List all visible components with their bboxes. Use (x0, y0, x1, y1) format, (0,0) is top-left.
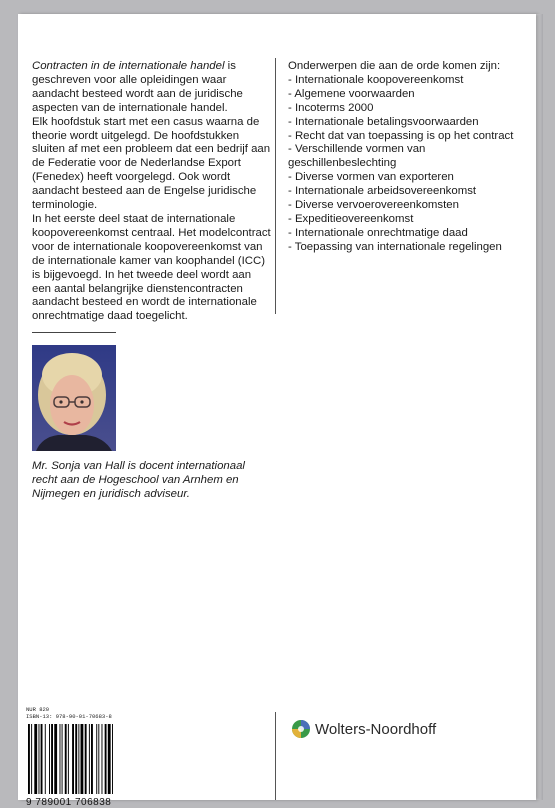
author-photo (32, 345, 116, 451)
book-back-cover (18, 14, 536, 808)
globe-icon (291, 719, 311, 739)
topic-item: - Incoterms 2000 (288, 101, 374, 114)
topics-column (288, 60, 528, 255)
topic-item: - Internationale onrechtmatige daad (288, 226, 468, 239)
topic-item: - Expeditieovereenkomst (288, 212, 414, 225)
column-divider (275, 58, 276, 314)
isbn-code: ISBN-13: 978-90-01-70683-8 (26, 713, 112, 720)
topic-item: - Diverse vervoerovereenkomsten (288, 199, 459, 212)
intro-text: is geschreven voor alle opleidingen waar aandacht besteed wordt aan de juridische aspecten van de internationale handel. (32, 60, 243, 114)
topic-item: - Algemene voorwaarden (288, 87, 415, 100)
topic-item: - Internationale betalingsvoorwaarden (288, 115, 479, 128)
barcode-block (26, 706, 144, 808)
topic-item: - Internationale koopovereenkomst (288, 73, 464, 86)
book-title-italic: Contracten in de internationale handel (32, 60, 225, 72)
topic-item: - Verschillende vormen van geschillenbeslechting (288, 143, 426, 170)
barcode-digits: 9 789001 706838 (26, 797, 112, 808)
paragraph-3: In het eerste deel staat de internationale koopovereenkomst centraal. Het modelcontract voor de internationale koopovereenkomst van de internationale kamer van koophandel (ICC) is bijgevoegd. In het tweede deel wordt aan een aantal belangrijke dienstencontracten aandacht besteed en wordt de internationale onrechtmatige daad toegelicht. (32, 212, 271, 323)
paragraph-2: Elk hoofdstuk start met een casus waarna de theorie wordt uitgelegd. De hoofdstukken sluiten af met een probleem dat een bedrijf aan de Federatie voor de Nederlandse Export (Fenedex) heeft voorgelegd. Ook wordt aandacht besteed aan de Engelse juridische terminologie. (32, 115, 271, 212)
page-edge (536, 14, 543, 800)
description-column (32, 60, 272, 324)
publisher-logo (291, 719, 436, 739)
author-caption: Mr. Sonja van Hall is docent internationaal recht aan de Hogeschool van Arnhem en Nijmegen en juridisch adviseur. (32, 460, 245, 500)
topic-item: - Recht dat van toepassing is op het contract (288, 129, 514, 142)
topic-item: - Toepassing van internationale regelingen (288, 240, 502, 253)
intro-paragraph (32, 60, 272, 116)
topics-list (288, 74, 528, 255)
author-divider (32, 332, 116, 333)
bottom-divider (275, 712, 276, 800)
topic-item: - Internationale arbeidsovereenkomst (288, 185, 477, 198)
nur-code: NUR 820 (26, 706, 50, 713)
topic-item: - Diverse vormen van exporteren (288, 171, 454, 184)
barcode-icon (26, 724, 144, 794)
topics-heading: Onderwerpen die aan de orde komen zijn: (288, 60, 501, 72)
publisher-name: Wolters-Noordhoff (315, 720, 437, 738)
